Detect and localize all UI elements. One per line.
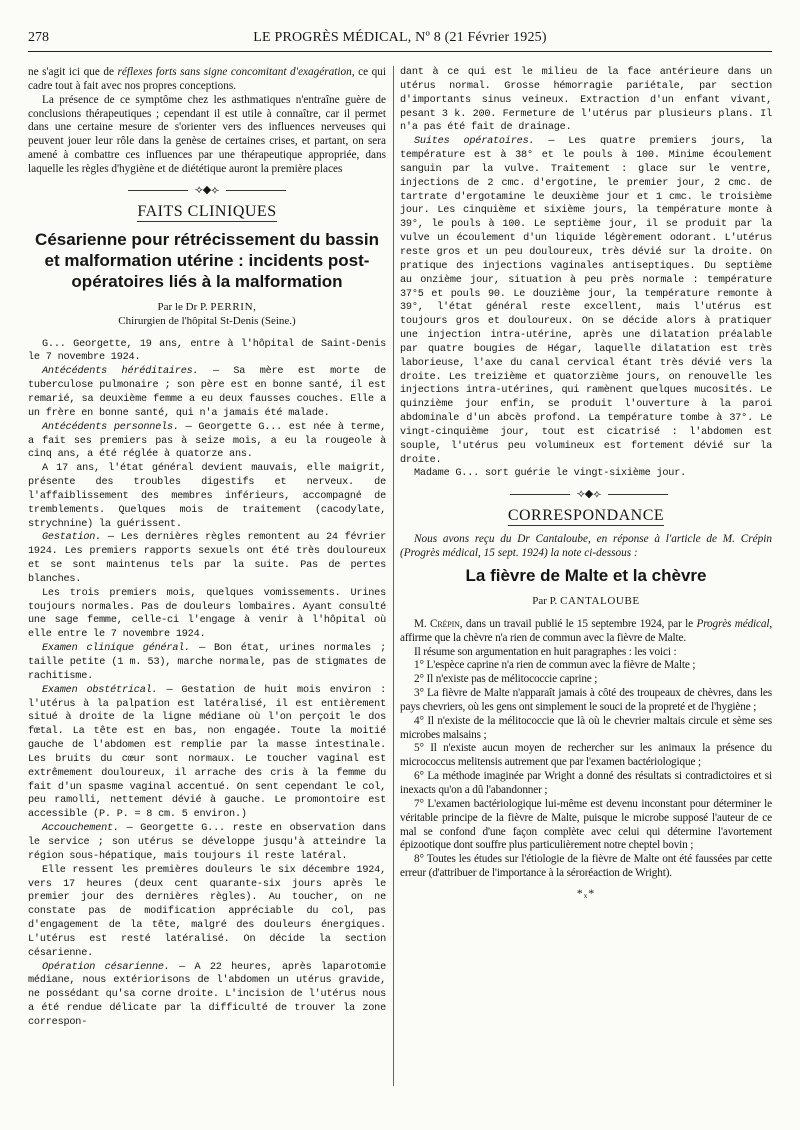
letter-opening: M. Crépin, dans un travail publié le 15 septembre 1924, par le Progrès médical, affirme que la chèvre n'a rien de commun avec la fièvre de Malte. (400, 617, 772, 644)
letter-point: 6° La méthode imaginée par Wright a donné des résultats si contradictoires et si inexacts qu'on a dû l'abandonner ; (400, 770, 772, 796)
letter-body (400, 618, 772, 881)
case-closing: Madame G... sort guérie le vingt-sixième jour. (414, 468, 687, 480)
letter-signoff: *ₓ* (576, 885, 596, 900)
column-divider (393, 66, 394, 1086)
left-column (28, 66, 386, 1030)
case-section: Antécédents héréditaires. — Sa mère est morte de tuberculose pulmonaire ; son père est en bonne santé, il est remarié, sa deuxième femme a eu deux fausses couches. Elle a un frère en bonne santé, qui n'a jamais été malade. (28, 366, 386, 419)
letter-point: 8° Toutes les études sur l'étiologie de la fièvre de Malte ont été faussées par cette erreur (d'attribuer de l'importance à la séroréaction de Wright). (400, 853, 772, 880)
journal-title: LE PROGRÈS MÉDICAL, Nº 8 (21 Février 1925) (253, 30, 547, 45)
case-section-suites: Suites opératoires. — Les quatre premiers jours, la température est à 38° et le pouls à 100. Minime écoulement sanguin par la vulve. Traitement : glace sur le ventre, injections de 2 cmc. d'ergotine, le premier jour, 2 cmc. de tartrate d'ergotamine le deuxième jour et 1 cmc. le troisième jour. Les cinquième et sixième jours, la température monte à 39°, le pouls à 100. Le septième jour, il se produit par la vulve un écoulement d'un liquide légèrement odorant. L'utérus reste gros et un peu douloureux, très dévié sur la droite. On pratique des injections vaginales antiseptiques. Du septième au onzième jour, situation à peu près normale : température 37°5 et pouls 90. Le douzième jour, la température remonte à 39°, l'état général reste excellent, mais l'utérus est toujours gros et douloureux. On se décide alors à pratiquer une injection intra-utérine, après une dilatation préalable par quatre bougies de Hégar, laquelle dilatation est très laborieuse, l'axe du canal cervical étant très dévié vers la droite. Les treizième et quatorzième jours, on renouvelle les injections intra-utérines, qui ramènent quelques mucosités. Le quinzième jour enfin, se produit l'ouverture à la paroi abdominale d'un abcès profond. La température tombe à 37°. Le vingt-cinquième jour, tout est cicatrisé : l'abdomen est souple, l'utérus peu volumineux est fortement dévié sur la droite. (400, 136, 773, 466)
section-ornament (28, 183, 386, 197)
continuation-paragraph-2: La présence de ce symptôme chez les asthmatiques n'entraîne guère de conclusions thérapeutiques ; cependant il est utile à connaître, car il permet dans une certaine mesure de s'orienter vers des influences nerveuses qui peuvent jouer leur rôle dans la genèse de certaines crises, et partant, on sera amené à combattre ces influences par une thérapeutique appropriée, dans laquelle les règles d'hygiène et de diététique auront la première places (28, 93, 386, 175)
right-column (400, 66, 772, 901)
section-title-faits-cliniques: FAITS CLINIQUES (137, 202, 277, 220)
case-section: Antécédents personnels. — Georgette G... est née à terme, a fait ses premiers pas à seize mois, a eu la rougeole à cinq ans, a été réglée à quatorze ans. (28, 421, 387, 461)
letter-title: La fièvre de Malte et la chèvre (465, 565, 707, 585)
ornament-glyph-icon: ⟢◆⟣ (576, 488, 602, 501)
letter-point: 5° Il n'existe aucun moyen de rechercher sur les animaux la présence du micrococcus melitensis autrement que par l'examen bactériologique ; (400, 742, 772, 769)
case-continuation: dant à ce qui est le milieu de la face antérieure dans un utérus normal. Grosse hémorragie pariétale, par section d'importants sinus veineux. Extraction d'un enfant vivant, pesant 3 k. 200. Fermeture de l'utérus par plusieurs plans. Il n'a pas été fait de drainage. (400, 67, 772, 134)
page-header (28, 26, 772, 52)
article-byline: Par le Dr P. PERRIN, (157, 300, 257, 313)
section-title-correspondance: CORRESPONDANCE (507, 507, 665, 525)
case-section: Examen clinique général. — Bon état, urines normales ; taille petite (1 m. 53), marche normale, pas de stigmates de rachitisme. (28, 643, 386, 682)
letter-point: 2° Il n'existe pas de mélitococcie caprine ; (414, 673, 598, 686)
case-section: Opération césarienne. — A 22 heures, après laparotomie médiane, nous extériorisons de l'abdomen un utérus gravide, ne possédant qu'sa corne droite. L'incision de l'utérus nous a été rendue délicate par la difficulté de trouver la zone correspon- (28, 961, 386, 1028)
section-ornament (400, 487, 772, 501)
case-section: Accouchement. — Georgette G... reste en observation dans le service ; son utérus se développe jusqu'à atteindre la région sous-hépatique, mais toujours il reste latéral. (28, 823, 386, 862)
letter-point: 3° La fièvre de Malte n'apparaît jamais à côté des troupeaux de chèvres, dans les pays chevriers, où les gens ont simplement le souci de la propreté et de l'hygiène ; (400, 687, 772, 713)
letter-byline: Par P. CANTALOUBE (532, 594, 640, 607)
letter-point: 1° L'espèce caprine n'a rien de commun avec la fièvre de Malte ; (414, 659, 696, 672)
ornament-glyph-icon: ⟢◆⟣ (194, 183, 220, 196)
letter-point: 7° L'examen bactériologique lui-même est devenu inconstant pour déterminer le véritable principe de la fièvre de Malte, puisque le microbe supposé l'auteur de ce mal se confond d'une façon complète avec celui qui détermine l'avortement épizootique dont souffre plus particulièrement notre cheptel bovin ; (400, 797, 772, 852)
article-affiliation: Chirurgien de l'hôpital St-Denis (Seine.) (118, 314, 296, 327)
case-section: Les trois premiers mois, quelques vomissements. Urines toujours normales. Pas de douleurs lombaires. Ayant consulté une sage femme, celle-ci l'engage à venir à l'hôpital où elle entre le 7 novembre 1924. (28, 587, 386, 641)
correspondance-intro: Nous avons reçu du Dr Cantaloube, en réponse à l'article de M. Crépin (Progrès médical, 15 sept. 1924) la note ci-dessous : (400, 533, 772, 559)
article-title: Césarienne pour rétrécissement du bassin et malformation utérine : incidents post-opératoires liés à la malformation (35, 229, 379, 291)
page-number: 278 (28, 30, 49, 45)
case-report-body (28, 338, 386, 1030)
letter-summary: Il résume son argumentation en huit paragraphes : les voici : (414, 645, 677, 658)
case-section: Examen obstétrical. — Gestation de huit mois environ : l'utérus à la palpation est latéralisé, il est entièrement situé à droite de la ligne médiane où l'on perçoit le dos fœtal. La tête est en bas, non engagée. Toute la moitié gauche de l'abdomen est remplie par la masse intestinale. Les bruits du cœur sont normaux. Le toucher vaginal est extrêmement douloureux, il arrache des cris à la femme du fait d'un spasme vaginal accentué. On sent cependant le col, peu ramolli, nettement dévié à gauche. Le promontoire est accessible (P. P. = 8 cm. 5 environ.) (28, 684, 386, 821)
continuation-paragraph: ne s'agit ici que de réflexes forts sans signe concomitant d'exagération, ce qui cadre tout à fait avec nos propres conceptions. (28, 66, 386, 92)
case-section: Elle ressent les premières douleurs le six décembre 1924, vers 17 heures (deux cent quarante-six jours après le premier jour des dernières règles). Au toucher, on ne constate pas de modification appréciable du col, pas d'engagement de la tête, malgré des douleurs énergiques. L'utérus est resté latéralisé. On décide la section césarienne. (28, 864, 386, 959)
case-section: A 17 ans, l'état général devient mauvais, elle maigrit, présente des troubles digestifs et nerveux. de l'affaiblissement des membres inférieurs, accompagné de tremblements. Quelques mois de traitement (cacodylate, strychnine) la guérissent. (28, 463, 386, 530)
case-intro: G... Georgette, 19 ans, entre à l'hôpital de Saint-Denis le 7 novembre 1924. (28, 338, 386, 364)
case-report-continuation (400, 66, 772, 481)
case-section: Gestation. — Les dernières règles remontent au 24 février 1924. Les premiers rapports sexuels ont été très douloureux et se sont maintenus tels par la suite. Pas de pertes blanches. (28, 532, 386, 585)
letter-point: 4° Il n'existe de la mélitococcie que là où le chevrier maltais circule et sème ses microbes malsains ; (400, 714, 772, 741)
